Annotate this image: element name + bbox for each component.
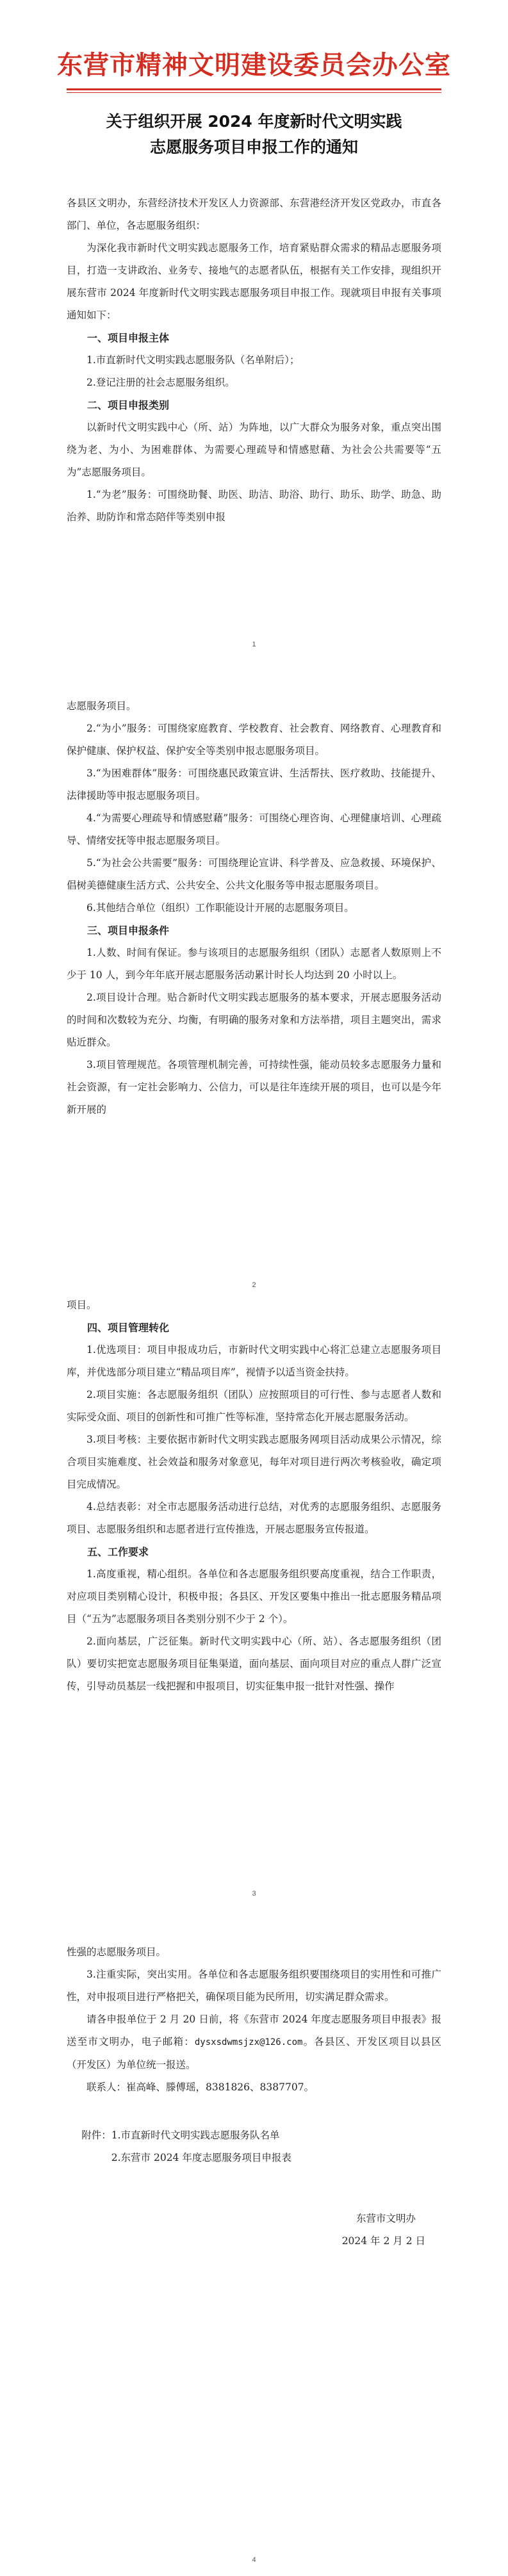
section-3-item: 2.项目设计合理。贴合新时代文明实践志愿服务的基本要求，开展志愿服务活动的时间和次数较为充分、均衡，有明确的服务对象和方法举措，项目主题突出，需求贴近群众。: [67, 992, 441, 1048]
title-line-2: 志愿服务项目申报工作的通知: [149, 138, 358, 156]
section-2-item: 6.其他结合单位（组织）工作职能设计开展的志愿服务项目。: [86, 902, 354, 914]
section-5-item: 1.高度重视，精心组织。各单位和各志愿服务组织要高度重视，结合工作职责，对应项目类别精心设计，积极申报；各县区、开发区要集中推出一批志愿服务精品项目（“五为”志愿服务项目各类别分别不少于 2 个）。: [67, 1568, 441, 1625]
attachment-2: 2.东营市 2024 年度志愿服务项目申报表: [111, 2152, 291, 2163]
section-4-item: 3.项目考核：主要依据市新时代文明实践志愿服务网项目活动成果公示情况，综合项目实施难度、社会效益和服务对象意见，每年对项目进行两次考核验收，确定项目完成情况。: [67, 1434, 441, 1490]
page-number: 3: [252, 1890, 256, 1898]
section-4-item: 4.总结表彰：对全市志愿服务活动进行总结，对优秀的志愿服务组织、志愿服务项目、志愿服务组织和志愿者进行宣传推选，开展志愿服务宣传报道。: [67, 1501, 441, 1535]
intro-paragraph: 为深化我市新时代文明实践志愿服务工作，培育紧贴群众需求的精品志愿服务项目，打造一支讲政治、业务专、接地气的志愿者队伍，根据有关工作安排，现组织开展东营市 2024 年度新时代文明实践志愿服务项目申报工作。现就项目申报有关事项通知如下：: [67, 242, 441, 321]
deadline-text-2: 。各县区、开发区项目以县区（开发区）为单位统一报送。: [67, 2036, 441, 2071]
section-2-lead: 以新时代文明实践中心（所、站）为阵地，以广大群众为服务对象，重点突出围绕为老、为小、为困难群体、为需要心理疏导和情感慰藉、为社会公共需要等“五为”志愿服务项目。: [67, 422, 441, 478]
red-separator-line: [67, 88, 441, 90]
section-2-item: 2.“为小”服务：可围绕家庭教育、学校教育、社会教育、网络教育、心理教育和保护健康、保护权益、保护安全等类别申报志愿服务项目。: [67, 723, 441, 757]
section-3-item: 3.项目管理规范。各项管理机制完善，可持续性强，能动员较多志愿服务力量和社会资源，有一定社会影响力、公信力，可以是往年连续开展的项目，也可以是今年新开展的: [67, 1059, 441, 1115]
section-5-heading: 五、工作要求: [87, 1546, 149, 1558]
page-number: 2: [252, 1281, 256, 1289]
red-separator-line-thin: [67, 92, 441, 93]
document-title: [67, 109, 441, 160]
contact-line: 联系人：崔高峰、滕傅瑶，8381826、8387707。: [86, 2081, 315, 2093]
page-4-body: [67, 1941, 441, 2252]
section-4-heading: 四、项目管理转化: [87, 1322, 170, 1334]
section-3-item: 1.人数、时间有保证。参与该项目的志愿服务组织（团队）志愿者人数原则上不少于 10 人，到今年年底开展志愿服务活动累计时长人均达到 20 小时以上。: [67, 947, 441, 981]
section-2-item: 5.“为社会公共需要”服务：可围绕理论宣讲、科学普及、应急救援、环境保护、倡树美德健康生活方式、公共安全、公共文化服务等申报志愿服务项目。: [67, 857, 441, 891]
section-2-item: 4.“为需要心理疏导和情感慰藉”服务：可围绕心理咨询、心理健康培训、心理疏导、情绪安抚等申报志愿服务项目。: [67, 812, 441, 846]
section-1-heading: 一、项目申报主体: [87, 332, 170, 344]
signature-date: 2024 年 2 月 2 日: [341, 2235, 425, 2247]
page-3-body: [67, 1294, 441, 1698]
deadline-paragraph: [67, 2008, 441, 2076]
section-5-item: 3.注重实际，突出实用。各单位和各志愿服务组织要围绕项目的实用性和可推广性，对申报项目进行严格把关，确保项目能为民所用，切实满足群众需求。: [67, 1969, 441, 2003]
salutation: 各县区文明办，东营经济技术开发区人力资源部、东营港经济开发区党政办，市直各部门、单位，各志愿服务组织：: [67, 197, 441, 231]
page-2-body: [67, 695, 441, 1121]
section-5-item-continued: 性强的志愿服务项目。: [67, 1946, 167, 1958]
page-number: 4: [252, 2556, 256, 2564]
attachment-item: 1.市直新时代文明实践志愿服务队名单: [111, 2129, 280, 2141]
section-2-item: 3.“为困难群体”服务：可围绕惠民政策宣讲、生活帮扶、医疗救助、技能提升、法律援助等申报志愿服务项目。: [67, 767, 441, 801]
section-3-item-continued: 项目。: [67, 1299, 97, 1311]
section-4-item: 1.优选项目：项目申报成功后，市新时代文明实践中心将汇总建立志愿服务项目库，并优选部分项目建立“精品项目库”，视情予以适当资金扶持。: [67, 1344, 441, 1378]
page-number: 1: [252, 641, 256, 648]
title-line-1: 关于组织开展 2024 年度新时代文明实践: [106, 112, 402, 131]
deadline-text: 请各申报单位于 2 月 20 日前，将《东营市 2024 年度志愿服务项目申报表》报送至市文明办，电子邮箱：: [67, 2014, 441, 2047]
page-1-body: [67, 192, 441, 529]
section-3-heading: 三、项目申报条件: [87, 924, 170, 937]
section-1-item: 1.市直新时代文明实践志愿服务队（名单附后）；: [86, 354, 300, 366]
section-2-item: 1.“为老”服务：可围绕助餐、助医、助洁、助浴、助行、助乐、助学、助急、助治养、助防诈和常态陪伴等类别申报: [67, 489, 441, 523]
attachment-1: [67, 2124, 441, 2147]
section-2-item-continued: 志愿服务项目。: [67, 700, 136, 712]
section-1-item: 2.登记注册的社会志愿服务组织。: [86, 377, 235, 388]
email-address: dysxsdwmsjzx@126.com: [194, 2037, 303, 2047]
section-5-item: 2.面向基层，广泛征集。新时代文明实践中心（所、站）、各志愿服务组织（团队）要切实把宽志愿服务项目征集渠道，面向基层、面向项目对应的重点人群广泛宣传，引导动员基层一线把握和申报项目，切实征集申报一批针对性强、操作: [67, 1636, 441, 1692]
attachment-label: 附件：: [81, 2129, 111, 2141]
section-2-heading: 二、项目申报类别: [87, 399, 170, 411]
issuing-org-header: 东营市精神文明建设委员会办公室: [57, 51, 451, 80]
section-4-item: 2.项目实施：各志愿服务组织（团队）应按照项目的可行性、参与志愿者人数和实际受众面、项目的创新性和可推广性等标准，坚持常态化开展志愿服务活动。: [67, 1389, 441, 1423]
signature-org: 东营市文明办: [356, 2213, 416, 2224]
